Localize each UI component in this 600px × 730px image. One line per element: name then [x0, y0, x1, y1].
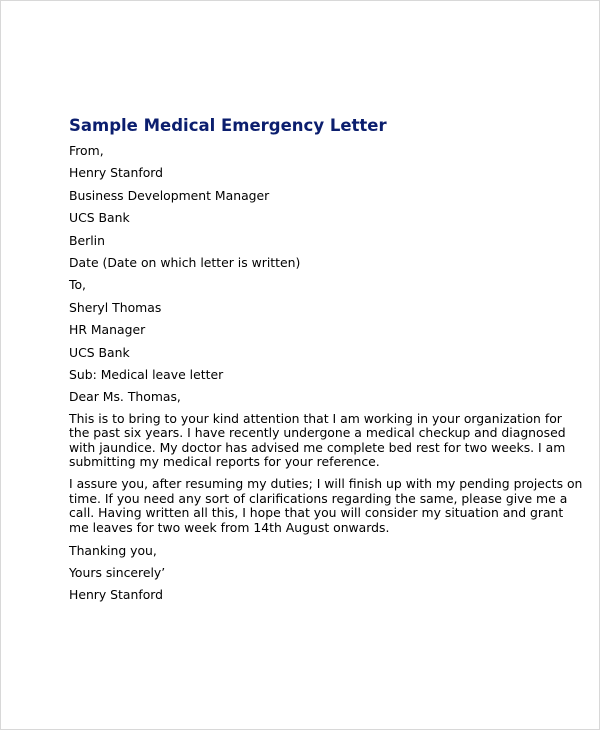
paragraph-2	[69, 476, 583, 535]
closing-thanks: Thanking you,	[69, 542, 157, 558]
paragraph-1-line: the past six years. I have recently undergone a medical checkup and diagnosed	[69, 425, 566, 441]
salutation: Dear Ms. Thomas,	[69, 389, 181, 405]
recipient-title: HR Manager	[69, 322, 146, 338]
paragraph-2-line: call. Having written all this, I hope that you will consider my situation and grant	[69, 505, 564, 521]
signature: Henry Stanford	[69, 587, 164, 603]
letter-title: Sample Medical Emergency Letter	[69, 116, 387, 135]
sender-city: Berlin	[69, 232, 105, 248]
recipient-company: UCS Bank	[69, 344, 130, 360]
from-label: From,	[69, 143, 104, 158]
paragraph-2-line: I assure you, after resuming my duties; I will finish up with my pending projects on	[69, 476, 583, 492]
recipient-name: Sheryl Thomas	[69, 299, 162, 315]
sender-name: Henry Stanford	[69, 165, 164, 181]
paragraph-1-line: This is to bring to your kind attention that I am working in your organization for	[69, 410, 562, 426]
sender-company: UCS Bank	[69, 210, 130, 226]
paragraph-1	[69, 412, 569, 470]
letter-body	[69, 115, 583, 610]
sender-title: Business Development Manager	[69, 187, 270, 203]
paragraph-1-line: with jaundice. My doctor has advised me complete bed rest for two weeks. I am	[69, 439, 566, 455]
date-line: Date (Date on which letter is written)	[69, 254, 301, 270]
closing: Yours sincerely’	[69, 565, 166, 581]
paragraph-1-line: submitting my medical reports for your reference.	[69, 454, 380, 470]
paragraph-2-line: time. If you need any sort of clarifications regarding the same, please give me a	[69, 490, 568, 506]
subject-line: Sub: Medical leave letter	[69, 366, 224, 382]
to-label: To,	[69, 277, 86, 293]
paragraph-2-line: me leaves for two week from 14th August onwards.	[69, 519, 390, 535]
